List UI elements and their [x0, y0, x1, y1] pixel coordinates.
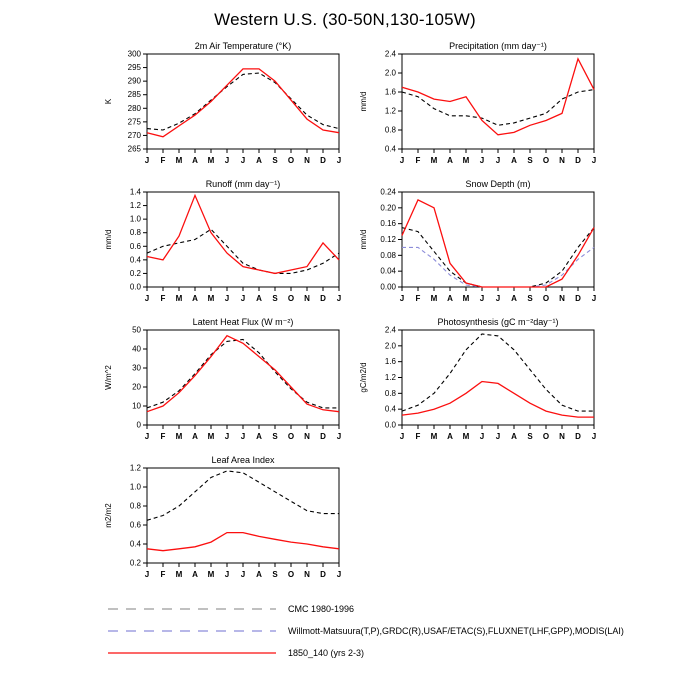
x-tick-label: A	[256, 570, 262, 579]
y-axis-label: mm/d	[359, 229, 368, 250]
x-tick-label: N	[304, 570, 310, 579]
y-tick-label: 1.6	[384, 357, 396, 367]
y-tick-label: 0.08	[380, 250, 396, 260]
x-tick-label: S	[527, 294, 533, 303]
chart-svg	[85, 178, 355, 310]
y-tick-label: 0.8	[384, 388, 396, 398]
x-tick-label: N	[559, 156, 565, 165]
panel-photosynthesis	[340, 316, 610, 448]
series-line-obs	[147, 340, 339, 408]
panel-title: Latent Heat Flux (W m⁻²)	[192, 317, 294, 327]
y-tick-label: 40	[132, 344, 141, 354]
x-tick-label: N	[304, 156, 310, 165]
x-tick-label: S	[272, 156, 278, 165]
y-tick-label: 2.0	[384, 68, 396, 78]
panel-snow-depth	[340, 178, 610, 310]
x-tick-label: M	[175, 432, 183, 441]
panel-latent-heat-flux	[85, 316, 355, 448]
x-tick-label: F	[160, 294, 166, 303]
x-tick-label: A	[256, 156, 262, 165]
x-tick-label: O	[542, 432, 550, 441]
x-tick-label: J	[591, 156, 597, 165]
x-tick-label: A	[192, 156, 198, 165]
y-tick-label: 0.4	[129, 255, 141, 265]
x-tick-label: A	[511, 156, 517, 165]
y-tick-label: 0.00	[380, 282, 396, 292]
series-line-model	[147, 195, 339, 273]
x-tick-label: F	[160, 570, 166, 579]
x-tick-label: A	[192, 294, 198, 303]
x-tick-label: M	[207, 156, 215, 165]
panel-precipitation	[340, 40, 610, 172]
x-tick-label: F	[415, 294, 421, 303]
x-tick-label: J	[240, 570, 246, 579]
x-tick-label: J	[479, 432, 485, 441]
x-tick-label: M	[462, 432, 470, 441]
y-tick-label: 0.8	[384, 125, 396, 135]
y-tick-label: 10	[132, 401, 141, 411]
x-tick-label: J	[240, 294, 246, 303]
chart-svg	[340, 316, 610, 448]
series-line-model	[402, 382, 594, 418]
x-tick-label: N	[559, 432, 565, 441]
plot-box	[147, 330, 339, 425]
y-tick-label: 0.12	[380, 235, 396, 244]
y-tick-label: 1.2	[129, 201, 141, 211]
legend-swatch	[106, 603, 278, 615]
series-line-model	[147, 69, 339, 137]
y-tick-label: 1.2	[384, 373, 396, 382]
x-tick-label: S	[272, 432, 278, 441]
y-tick-label: 0.4	[384, 404, 396, 414]
legend-label-model: 1850_140 (yrs 2-3)	[288, 648, 365, 658]
y-tick-label: 0.4	[129, 539, 141, 549]
x-tick-label: J	[144, 432, 150, 441]
x-tick-label: A	[511, 294, 517, 303]
y-tick-label: 280	[127, 103, 141, 113]
y-tick-label: 1.6	[384, 87, 396, 97]
y-axis-label: W/m^2	[104, 365, 113, 390]
x-tick-label: J	[144, 294, 150, 303]
x-tick-label: A	[192, 432, 198, 441]
y-tick-label: 0.0	[384, 420, 396, 430]
x-tick-label: M	[175, 294, 183, 303]
x-tick-label: S	[527, 156, 533, 165]
x-tick-label: S	[272, 570, 278, 579]
x-tick-label: F	[415, 432, 421, 441]
x-tick-label: N	[304, 432, 310, 441]
x-tick-label: M	[430, 432, 438, 441]
series-line-obs	[402, 228, 594, 287]
x-tick-label: O	[287, 570, 295, 579]
x-tick-label: J	[224, 294, 230, 303]
legend-label-cmc: CMC 1980-1996	[288, 604, 355, 614]
plot-box	[147, 192, 339, 287]
y-tick-label: 295	[127, 63, 141, 73]
x-tick-label: S	[272, 294, 278, 303]
legend	[106, 598, 624, 664]
y-tick-label: 0.04	[380, 266, 396, 276]
legend-item-model	[106, 642, 624, 664]
y-axis-label: gC/m2/d	[359, 362, 368, 393]
y-tick-label: 0.8	[129, 228, 141, 238]
y-tick-label: 0.20	[380, 203, 396, 213]
x-tick-label: D	[320, 294, 326, 303]
x-tick-label: J	[224, 156, 230, 165]
x-tick-label: D	[320, 156, 326, 165]
panel-title: Snow Depth (m)	[465, 179, 531, 189]
series-line-model	[147, 533, 339, 551]
x-tick-label: A	[256, 294, 262, 303]
x-tick-label: M	[462, 156, 470, 165]
legend-swatch	[106, 625, 278, 637]
x-tick-label: N	[559, 294, 565, 303]
x-tick-label: J	[495, 432, 501, 441]
y-tick-label: 275	[127, 117, 141, 127]
x-tick-label: O	[287, 156, 295, 165]
y-tick-label: 20	[132, 382, 141, 392]
x-tick-label: J	[224, 432, 230, 441]
y-axis-label: m2/m2	[104, 503, 113, 528]
series-line-obs	[402, 247, 594, 287]
x-tick-label: J	[399, 432, 405, 441]
y-tick-label: 0.2	[129, 268, 141, 278]
x-tick-label: M	[175, 156, 183, 165]
x-tick-label: S	[527, 432, 533, 441]
x-tick-label: M	[207, 432, 215, 441]
series-line-obs	[147, 471, 339, 520]
x-tick-label: O	[287, 432, 295, 441]
x-tick-label: J	[336, 570, 342, 579]
x-tick-label: D	[575, 432, 581, 441]
x-tick-label: J	[336, 294, 342, 303]
panel-leaf-area-index	[85, 454, 355, 586]
y-tick-label: 270	[127, 130, 141, 140]
x-tick-label: A	[447, 294, 453, 303]
y-tick-label: 0	[136, 420, 141, 430]
y-tick-label: 30	[132, 363, 141, 373]
panel-title: Runoff (mm day⁻¹)	[205, 179, 281, 189]
x-tick-label: J	[479, 294, 485, 303]
x-tick-label: A	[192, 570, 198, 579]
legend-item-cmc	[106, 598, 624, 620]
panel-title: Leaf Area Index	[211, 455, 275, 465]
y-tick-label: 1.0	[129, 482, 141, 492]
y-tick-label: 0.4	[384, 144, 396, 154]
chart-svg	[85, 40, 355, 172]
y-tick-label: 2.4	[384, 325, 396, 335]
x-tick-label: M	[207, 294, 215, 303]
legend-swatch	[106, 647, 278, 659]
x-tick-label: J	[495, 156, 501, 165]
x-tick-label: J	[240, 156, 246, 165]
chart-svg	[340, 40, 610, 172]
chart-svg	[85, 454, 355, 586]
x-tick-label: F	[415, 156, 421, 165]
figure-title: Western U.S. (30-50N,130-105W)	[214, 10, 476, 29]
x-tick-label: M	[207, 570, 215, 579]
series-line-obs	[402, 334, 594, 411]
series-line-model	[402, 200, 594, 287]
x-tick-label: J	[399, 156, 405, 165]
y-tick-label: 285	[127, 90, 141, 100]
x-tick-label: F	[160, 156, 166, 165]
x-tick-label: J	[336, 432, 342, 441]
y-tick-label: 0.24	[380, 187, 396, 197]
y-tick-label: 0.0	[129, 282, 141, 292]
series-line-model	[402, 59, 594, 135]
x-tick-label: D	[320, 432, 326, 441]
y-tick-label: 0.8	[129, 501, 141, 511]
x-tick-label: J	[240, 432, 246, 441]
y-tick-label: 2.0	[384, 341, 396, 351]
x-tick-label: M	[175, 570, 183, 579]
x-tick-label: M	[430, 294, 438, 303]
y-tick-label: 2.4	[384, 49, 396, 59]
x-tick-label: J	[591, 294, 597, 303]
y-tick-label: 0.2	[129, 558, 141, 568]
x-tick-label: J	[495, 294, 501, 303]
chart-svg	[340, 178, 610, 310]
x-tick-label: D	[575, 156, 581, 165]
x-tick-label: A	[256, 432, 262, 441]
y-tick-label: 1.4	[129, 187, 141, 197]
chart-svg	[85, 316, 355, 448]
x-tick-label: J	[591, 432, 597, 441]
y-axis-label: mm/d	[104, 229, 113, 250]
x-tick-label: J	[144, 156, 150, 165]
x-tick-label: M	[430, 156, 438, 165]
series-line-model	[147, 336, 339, 412]
x-tick-label: D	[575, 294, 581, 303]
x-tick-label: J	[144, 570, 150, 579]
x-tick-label: O	[542, 156, 550, 165]
x-tick-label: A	[447, 432, 453, 441]
plot-box	[402, 330, 594, 425]
x-tick-label: J	[336, 156, 342, 165]
x-tick-label: F	[160, 432, 166, 441]
y-axis-label: K	[104, 98, 113, 105]
y-tick-label: 50	[132, 325, 141, 335]
panel-title: 2m Air Temperature (°K)	[194, 41, 292, 51]
x-tick-label: D	[320, 570, 326, 579]
y-tick-label: 0.16	[380, 219, 396, 229]
x-tick-label: M	[462, 294, 470, 303]
x-tick-label: J	[479, 156, 485, 165]
x-tick-label: O	[542, 294, 550, 303]
y-tick-label: 1.0	[129, 214, 141, 224]
panel-runoff	[85, 178, 355, 310]
legend-item-obs	[106, 620, 624, 642]
panel-title: Precipitation (mm day⁻¹)	[449, 41, 547, 51]
y-tick-label: 0.6	[129, 520, 141, 530]
x-tick-label: O	[287, 294, 295, 303]
y-tick-label: 290	[127, 76, 141, 86]
y-axis-label: mm/d	[359, 91, 368, 112]
y-tick-label: 1.2	[129, 463, 141, 473]
y-tick-label: 265	[127, 144, 141, 154]
x-tick-label: A	[447, 156, 453, 165]
series-line-obs	[402, 90, 594, 126]
legend-label-obs: Willmott-Matsuura(T,P),GRDC(R),USAF/ETAC(S),FLUXNET(LHF,GPP),MODIS(LAI)	[288, 626, 624, 636]
x-tick-label: N	[304, 294, 310, 303]
panel-2m-air-temperature	[85, 40, 355, 172]
y-tick-label: 0.6	[129, 241, 141, 251]
y-tick-label: 300	[127, 49, 141, 59]
y-tick-label: 1.2	[384, 106, 396, 116]
panel-title: Photosynthesis (gC m⁻²day⁻¹)	[437, 317, 559, 327]
x-tick-label: J	[399, 294, 405, 303]
x-tick-label: J	[224, 570, 230, 579]
x-tick-label: A	[511, 432, 517, 441]
